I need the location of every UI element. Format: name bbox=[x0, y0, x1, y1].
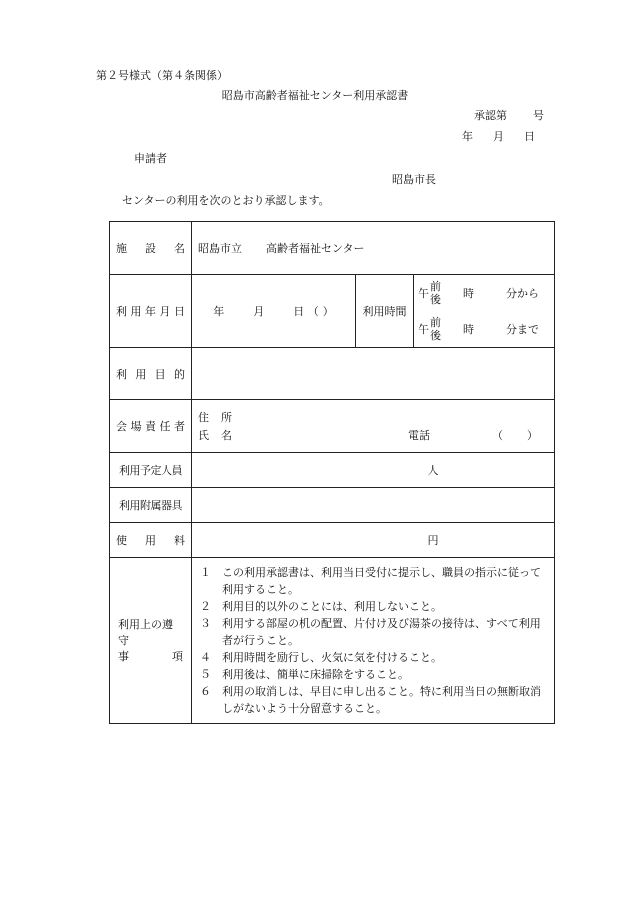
usage-time-end bbox=[414, 311, 554, 347]
rule-number: １ bbox=[200, 566, 211, 579]
end-gozen: 午 bbox=[418, 323, 429, 336]
name-line bbox=[198, 426, 554, 444]
end-minute: 分まで bbox=[506, 323, 539, 336]
people-label: 利用予定人員 bbox=[110, 453, 192, 488]
start-minute: 分から bbox=[506, 287, 539, 300]
start-ampm bbox=[418, 280, 441, 306]
rule-item bbox=[200, 564, 548, 598]
rule-text: 利用時間を励行し、火気に気を付けること。 bbox=[222, 651, 442, 664]
address-label: 住 所 bbox=[198, 411, 232, 424]
fee-label: 使 用 料 bbox=[116, 534, 185, 547]
rule-number: ２ bbox=[200, 600, 211, 613]
rule-item bbox=[200, 649, 548, 666]
rule-number: ４ bbox=[200, 651, 211, 664]
rule-number: ３ bbox=[200, 617, 211, 630]
rules-label bbox=[110, 558, 192, 724]
usage-date-weekday-close: ） bbox=[322, 305, 334, 318]
start-go: 後 bbox=[430, 293, 441, 306]
approval-form-table bbox=[109, 221, 555, 724]
fee-unit: 円 bbox=[427, 534, 439, 547]
usage-date-weekday-open: （ bbox=[307, 305, 319, 318]
rule-number: ５ bbox=[200, 668, 211, 681]
people-row bbox=[110, 453, 555, 488]
facility-value bbox=[192, 222, 555, 275]
issue-date-month: 月 bbox=[493, 130, 504, 143]
facility-center: 高齢者福祉センター bbox=[266, 242, 365, 255]
equipment-field[interactable] bbox=[192, 488, 555, 523]
rule-item bbox=[200, 598, 548, 615]
fee-field[interactable] bbox=[192, 523, 555, 558]
usage-time-label: 利用時間 bbox=[356, 275, 414, 348]
usage-time-field[interactable] bbox=[414, 275, 555, 348]
responsible-label: 会 場 責 任 者 bbox=[116, 420, 185, 433]
usage-date-field[interactable] bbox=[192, 275, 356, 348]
end-hour: 時 bbox=[463, 323, 474, 336]
usage-date-label-cell bbox=[110, 275, 192, 348]
rule-text: 利用の取消しは、早目に申し出ること。特に利用当日の無断取消しがないよう十分留意すること。 bbox=[222, 685, 541, 715]
start-hour: 時 bbox=[463, 287, 474, 300]
phone-paren-close: ） bbox=[527, 429, 538, 442]
usage-date-label: 利 用 年 月 日 bbox=[116, 305, 185, 318]
name-label: 氏 名 bbox=[198, 429, 232, 442]
responsible-field[interactable] bbox=[192, 400, 555, 453]
rule-number: ６ bbox=[200, 685, 211, 698]
rule-item bbox=[200, 666, 548, 683]
rule-text: 利用目的以外のことには、利用しないこと。 bbox=[222, 600, 442, 613]
applicant-label: 申請者 bbox=[134, 152, 167, 165]
usage-date-row bbox=[110, 275, 555, 348]
usage-date-month: 月 bbox=[253, 305, 265, 318]
equipment-row bbox=[110, 488, 555, 523]
issue-date-year: 年 bbox=[462, 130, 473, 143]
start-gozen: 午 bbox=[418, 287, 429, 300]
usage-time-start bbox=[414, 275, 554, 311]
end-go: 後 bbox=[430, 329, 441, 342]
rules-label-line1: 利用上の遵守 bbox=[118, 617, 173, 647]
start-zen: 前 bbox=[430, 280, 441, 293]
end-zen: 前 bbox=[430, 316, 441, 329]
people-field[interactable] bbox=[192, 453, 555, 488]
approval-number bbox=[474, 110, 544, 121]
facility-label: 施 設 名 bbox=[116, 242, 185, 255]
rule-item bbox=[200, 615, 548, 649]
people-unit: 人 bbox=[427, 464, 439, 477]
rules-row bbox=[110, 558, 555, 724]
usage-date-day: 日 bbox=[293, 305, 305, 318]
rule-text: この利用承認書は、利用当日受付に提示し、職員の指示に従って利用すること。 bbox=[222, 566, 541, 596]
address-line bbox=[198, 408, 554, 426]
rules-list bbox=[192, 558, 555, 724]
rule-text: 利用後は、簡単に床掃除をすること。 bbox=[222, 668, 409, 681]
responsible-row bbox=[110, 400, 555, 453]
phone-paren-open: （ bbox=[492, 429, 503, 442]
document-title: 昭島市高齢者福祉センター利用承認書 bbox=[221, 89, 409, 102]
facility-city: 昭島市立 bbox=[198, 242, 242, 255]
form-number: 第２号様式（第４条関係） bbox=[96, 69, 228, 82]
approval-number-unit: 号 bbox=[533, 109, 544, 122]
issue-date bbox=[462, 131, 535, 142]
end-ampm bbox=[418, 316, 441, 342]
purpose-field[interactable] bbox=[192, 348, 555, 400]
purpose-label: 利 用 目 的 bbox=[116, 367, 185, 381]
purpose-label-cell bbox=[110, 348, 192, 400]
rule-item bbox=[200, 683, 548, 717]
issue-date-day: 日 bbox=[524, 130, 535, 143]
intro-text: センターの利用を次のとおり承認します。 bbox=[122, 194, 330, 207]
phone-parens bbox=[492, 427, 538, 443]
fee-label-cell bbox=[110, 523, 192, 558]
rule-text: 利用する部屋の机の配置、片付け及び湯茶の接待は、すべて利用者が行うこと。 bbox=[222, 617, 541, 647]
rules-label-kou: 項 bbox=[172, 649, 183, 663]
facility-label-cell bbox=[110, 222, 192, 275]
purpose-row bbox=[110, 348, 555, 400]
fee-row bbox=[110, 523, 555, 558]
responsible-label-cell bbox=[110, 400, 192, 453]
usage-date-year: 年 bbox=[213, 305, 225, 318]
mayor-label: 昭島市長 bbox=[392, 173, 436, 186]
rules-label-line2 bbox=[118, 649, 183, 665]
facility-row bbox=[110, 222, 555, 275]
phone-label: 電話 bbox=[408, 429, 430, 442]
rules-label-ji: 事 bbox=[118, 649, 129, 663]
approval-number-label: 承認第 bbox=[474, 109, 507, 122]
equipment-label: 利用附属器具 bbox=[110, 488, 192, 523]
